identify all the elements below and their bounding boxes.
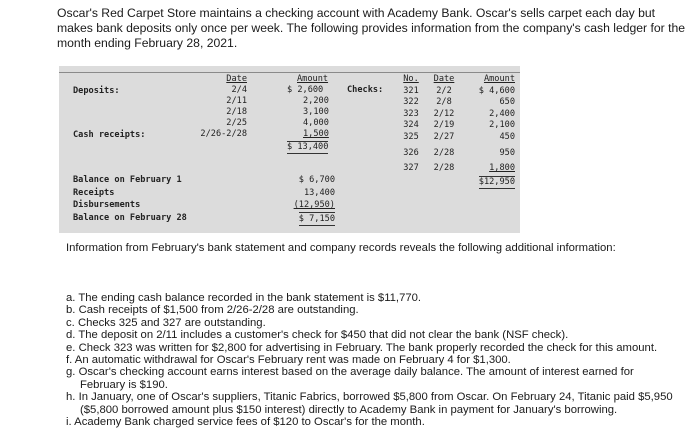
list-item: b. Cash receipts of $1,500 from 2/26-2/28 are outstanding. xyxy=(66,304,359,317)
amount-header: Amount xyxy=(297,74,329,84)
deposit-dates-column xyxy=(199,74,247,140)
problem-intro: Oscar's Red Carpet Store maintains a checking account with Academy Bank. Oscar's sells carpet each day but makes bank deposits only once per week. The following provides information from the company's cash ledger for the month ending February 28, 2021. xyxy=(57,6,686,50)
deposit-date: 2/4 xyxy=(231,85,247,95)
check-date: 2/28 xyxy=(433,163,455,174)
deposit-amount: $ 2,600 xyxy=(287,85,324,95)
cash-receipts-label: Cash receipts: xyxy=(73,130,146,140)
cash-ledger-table xyxy=(59,66,520,233)
check-amount: 2,400 xyxy=(489,108,515,119)
list-item: h. In January, one of Oscar's suppliers, Titanic Fabrics, borrowed $5,800 from Oscar. On February 24, Titanic paid $5,950 ($5,800 borrowed amount plus $150 interest) directly to Academy Bank in payment for January's borrowing. xyxy=(66,391,673,416)
deposit-amounts-column xyxy=(287,74,347,154)
list-item: f. An automatic withdrawal for Oscar's February rent was made on February 4 for $1,300. xyxy=(66,354,511,367)
ledger-header-line xyxy=(59,72,520,73)
check-total: $12,950 xyxy=(479,176,515,190)
check-number: 324 xyxy=(403,120,419,131)
check-number: 327 xyxy=(403,163,419,174)
list-item: d. The deposit on 2/11 includes a customer's check for $450 that did not clear the bank (NSF check). xyxy=(66,329,569,342)
deposit-date: 2/26-2/28 xyxy=(200,129,247,139)
deposit-date: 2/18 xyxy=(226,107,247,117)
check-amount: $ 4,600 xyxy=(478,85,515,96)
check-amount: 2,100 xyxy=(489,120,515,131)
check-amount: 650 xyxy=(499,97,515,108)
check-dates-column xyxy=(429,74,459,175)
check-date: 2/27 xyxy=(433,131,455,142)
list-item: c. Checks 325 and 327 are outstanding. xyxy=(66,316,266,329)
check-number: 322 xyxy=(403,97,419,108)
check-amount: 1,800 xyxy=(489,163,515,174)
check-date: 2/28 xyxy=(433,147,455,158)
check-number: 325 xyxy=(403,131,419,142)
summary-label: Balance on February 28 xyxy=(73,212,187,223)
check-date: 2/2 xyxy=(436,85,452,96)
deposit-amount: 4,000 xyxy=(303,118,329,128)
summary-value: $ 6,700 xyxy=(298,175,335,185)
deposit-amount: 1,500 xyxy=(303,129,329,139)
info-heading: Information from February's bank statement and company records reveals the following additional information: xyxy=(66,242,616,254)
checks-label: Checks: xyxy=(347,85,384,95)
summary-value: $ 7,150 xyxy=(299,212,335,227)
deposit-date: 2/11 xyxy=(226,96,247,106)
check-number: 326 xyxy=(403,147,419,158)
deposit-amount: 3,100 xyxy=(303,107,329,117)
check-amount-header: Amount xyxy=(483,74,515,84)
deposit-total: $ 13,400 xyxy=(287,142,329,152)
summary-label: Disbursements xyxy=(73,200,141,210)
list-item: g. Oscar's checking account earns interest based on the average daily balance. The amount of interest earned for February is $190. xyxy=(66,366,634,391)
deposits-label: Deposits: xyxy=(73,86,120,96)
check-amount: 450 xyxy=(499,131,515,142)
summary-value: 13,400 xyxy=(303,187,335,198)
deposit-date: 2/25 xyxy=(226,118,247,128)
summary-value: (12,950) xyxy=(293,200,335,210)
check-date: 2/12 xyxy=(433,108,455,119)
summary-label: Balance on February 1 xyxy=(73,175,182,185)
list-item: e. Check 323 was written for $2,800 for advertising in February. The bank properly recorded the check for this amount. xyxy=(66,341,658,354)
summary-labels xyxy=(73,174,187,224)
check-date: 2/19 xyxy=(433,120,455,131)
list-item: i. Academy Bank charged service fees of $120 to Oscar's for the month. xyxy=(66,416,425,429)
check-amounts-column xyxy=(465,74,515,189)
summary-values xyxy=(277,174,335,226)
check-no-header: No. xyxy=(403,74,419,84)
summary-label: Receipts xyxy=(73,187,115,198)
check-number: 323 xyxy=(403,108,419,119)
check-number: 321 xyxy=(403,85,419,96)
check-date-header: Date xyxy=(433,74,455,84)
list-item: a. The ending cash balance recorded in the bank statement is $11,770. xyxy=(66,292,422,304)
check-date: 2/8 xyxy=(436,97,452,108)
check-amount: 950 xyxy=(499,147,515,158)
additional-info-list xyxy=(66,292,696,428)
date-header: Date xyxy=(226,74,247,84)
check-numbers-column xyxy=(397,74,425,175)
deposit-amount: 2,200 xyxy=(303,96,329,106)
